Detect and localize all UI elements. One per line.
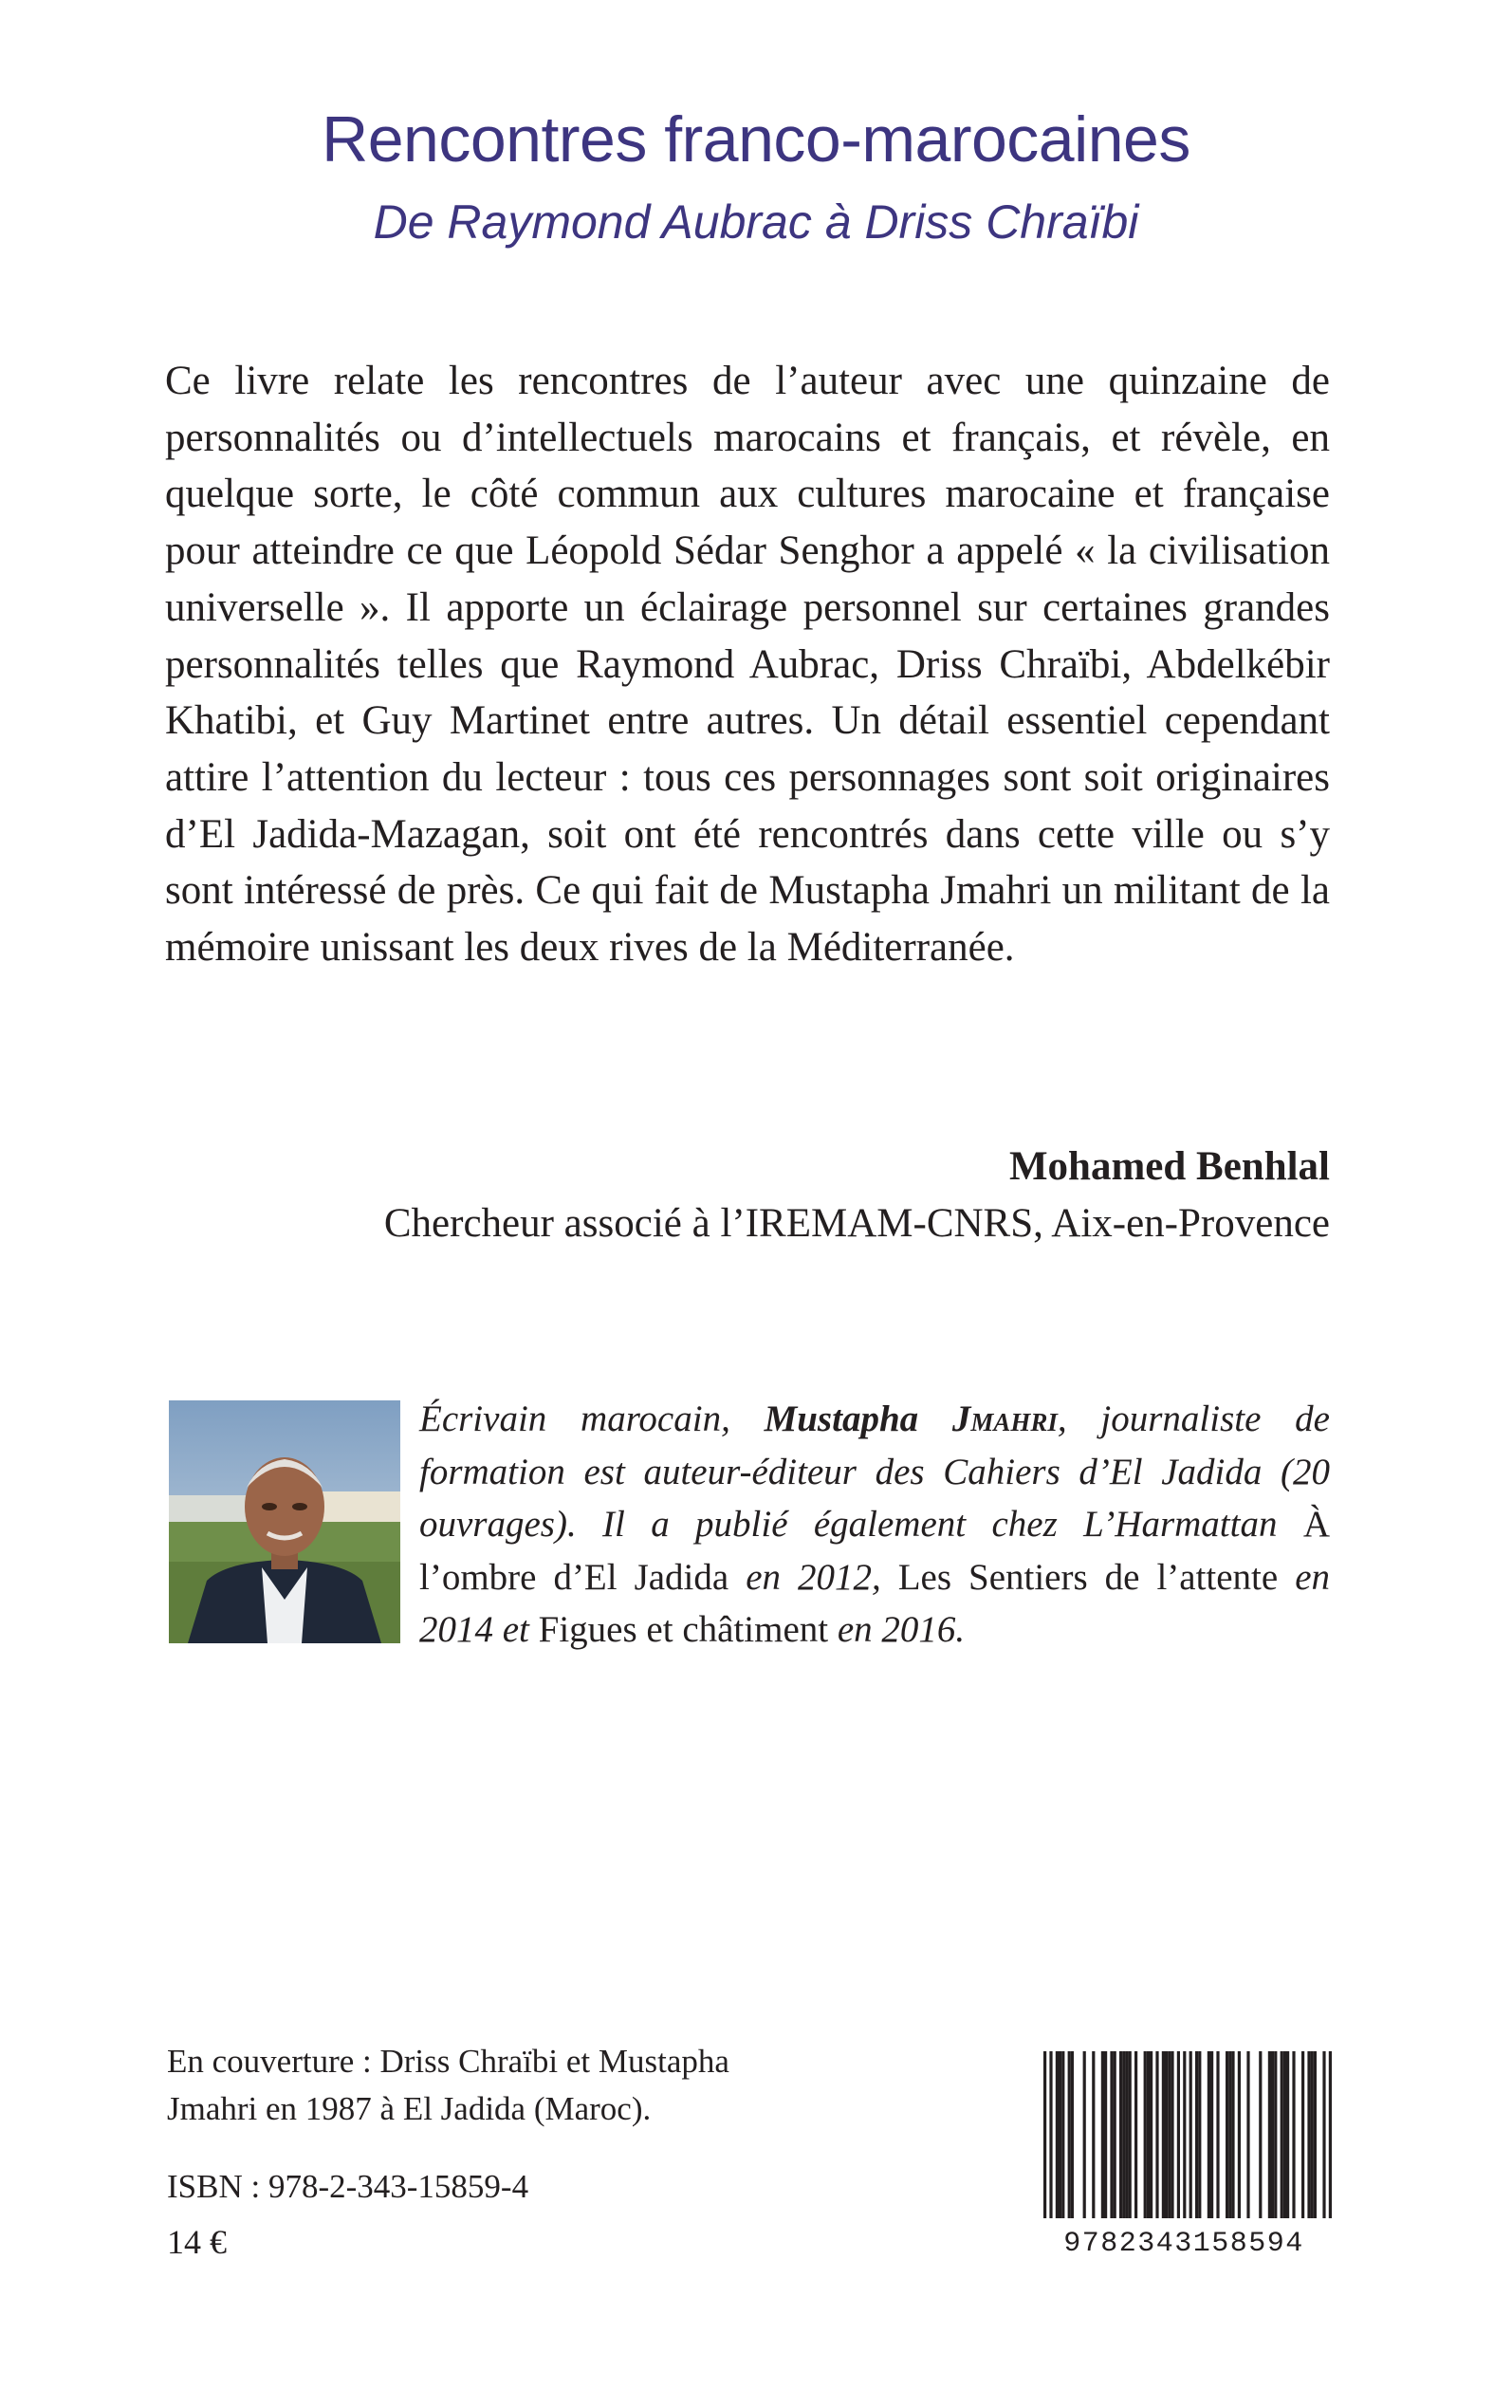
barcode-bar [1177, 2051, 1180, 2218]
book-subtitle: De Raymond Aubrac à Driss Chraïbi [373, 195, 1139, 249]
bio-author-name [765, 1398, 1058, 1439]
author-photo [169, 1400, 400, 1643]
barcode-bar [1129, 2051, 1132, 2218]
barcode-bar [1268, 2051, 1271, 2218]
blurb-author-name: Mohamed Benhlal [1008, 1144, 1330, 1189]
bio-intro: Écrivain marocain, [419, 1398, 765, 1439]
barcode-bar [1307, 2051, 1310, 2218]
isbn-label: ISBN : 978-2-343-15859-4 [167, 2168, 529, 2205]
barcode-bar [1110, 2051, 1113, 2218]
barcode-bar [1226, 2051, 1228, 2218]
barcode-bar [1246, 2051, 1249, 2218]
barcode-bar [1059, 2051, 1061, 2218]
barcode-bar [1238, 2051, 1241, 2218]
barcode-bar [1165, 2051, 1168, 2218]
barcode-bar [1198, 2051, 1201, 2218]
barcode-bar [1210, 2051, 1213, 2218]
barcode-bar [1083, 2051, 1086, 2218]
bio-book2: Les Sentiers de l’attente [897, 1556, 1279, 1598]
barcode-bar [1322, 2051, 1325, 2218]
barcode-bar [1283, 2051, 1286, 2218]
barcode-bar [1311, 2051, 1314, 2218]
barcode-bar [1134, 2051, 1137, 2218]
bio-last-name-initial: J [951, 1398, 971, 1439]
price-label: 14 € [167, 2223, 227, 2261]
barcode-bar [1216, 2051, 1219, 2218]
barcode-bar [1271, 2051, 1274, 2218]
barcode-bar [1147, 2051, 1150, 2218]
barcode-bar [1162, 2051, 1165, 2218]
barcode-bar [1195, 2051, 1198, 2218]
barcode-bar [1208, 2051, 1210, 2218]
barcode-bar [1104, 2051, 1107, 2218]
barcode-bar [1259, 2051, 1262, 2218]
barcode-bar [1228, 2051, 1231, 2218]
barcode-bar [1114, 2051, 1116, 2218]
bio-last-name-rest: mahri [970, 1398, 1058, 1439]
bio-book3: Figues et châtiment [538, 1609, 829, 1650]
barcode-bar [1281, 2051, 1283, 2218]
barcode-bar [1122, 2051, 1125, 2218]
barcode-bar [1119, 2051, 1122, 2218]
back-cover-blurb: Ce livre relate les rencontres de l’auteur avec une quinzaine de personnalités ou d’intellectuels marocains et français, et révèle, en quelque sorte, le côté commun aux cultures marocaine et française pour atteindre ce que Léopold Sédar Senghor a appelé « la civilisation universelle ». Il apporte un éclairage personnel sur certaines grandes personnalités telles que Raymond Aubrac, Driss Chraïbi, Abdelkébir Khatibi, et Guy Martinet entre autres. Un détail essentiel cependant attire l’attention du lecteur : tous ces personnages sont soit originaires d’El Jadida-Mazagan, soit ont été rencontrés dans cette ville ou s’y sont intéressé de près. Ce qui fait de Mustapha Jmahri un militant de la mémoire unissant les deux rives de la Méditerranée. [165, 359, 1330, 971]
barcode-bar [1056, 2051, 1059, 2218]
barcode-bar [1071, 2051, 1074, 2218]
barcode-bar [1049, 2051, 1052, 2218]
book-title: Rencontres franco-marocaines [322, 103, 1190, 176]
barcode-bar [1150, 2051, 1152, 2218]
barcode-bar [1314, 2051, 1317, 2218]
barcode-number: 9782343158594 [1063, 2228, 1304, 2258]
cover-credit [167, 2038, 774, 2133]
bio-first-name: Mustapha [764, 1398, 952, 1439]
barcode-bar [1183, 2051, 1186, 2218]
barcode-bar [1329, 2051, 1332, 2218]
barcode-bar [1155, 2051, 1158, 2218]
bio-year3: en 2016. [828, 1609, 966, 1650]
barcode-bar [1231, 2051, 1234, 2218]
bio-book1: À l’ombre d’El Jadida [419, 1504, 1330, 1598]
barcode-bar [1144, 2051, 1147, 2218]
barcode-bar [1068, 2051, 1071, 2218]
barcode-bar [1301, 2051, 1304, 2218]
bio-year2: en 2014 et [419, 1556, 1330, 1650]
barcode-bar [1043, 2051, 1046, 2218]
barcode-bar [1189, 2051, 1192, 2218]
cover-credit-line2: Jmahri en 1987 à El Jadida (Maroc). [167, 2090, 652, 2127]
author-biography [419, 1393, 1330, 1657]
cover-credit-line1: En couverture : Driss Chraïbi et Mustapha [167, 2043, 729, 2080]
barcode-bar [1292, 2051, 1295, 2218]
bio-part1: , journaliste de formation est auteur-éditeur des Cahiers d’El Jadida (20 ouvrages). Il a publié également chez L’Harmattan [419, 1398, 1330, 1545]
barcode-bar [1125, 2051, 1128, 2218]
barcode [1032, 2047, 1336, 2258]
barcode-bar [1168, 2051, 1171, 2218]
bio-year1: en 2012, [728, 1556, 898, 1598]
barcode-bar [1061, 2051, 1064, 2218]
barcode-bar [1286, 2051, 1289, 2218]
barcode-bar [1101, 2051, 1104, 2218]
barcode-bar [1171, 2051, 1173, 2218]
blurb-author-affiliation: Chercheur associé à l’IREMAM-CNRS, Aix-en-Provence [383, 1201, 1330, 1246]
barcode-bar [1274, 2051, 1277, 2218]
barcode-bar [1092, 2051, 1095, 2218]
